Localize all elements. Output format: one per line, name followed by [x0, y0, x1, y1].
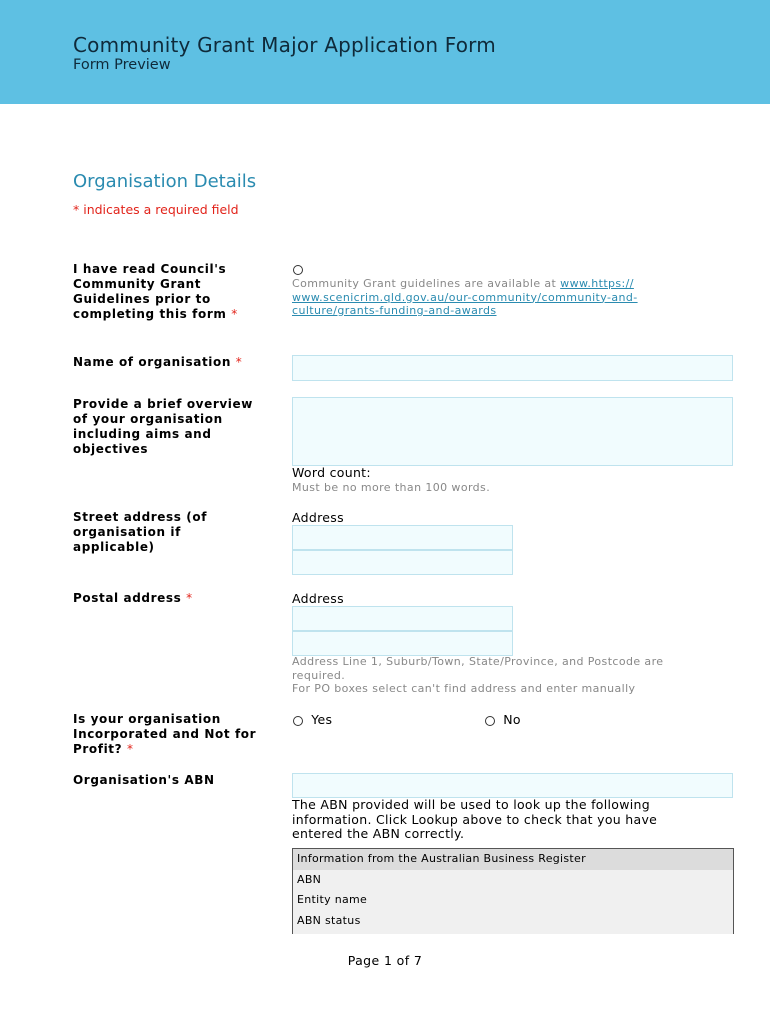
guidelines-label-text: I have read Council's Community Grant Guidelines prior to completing this form [73, 262, 227, 321]
incorporated-yes-option[interactable] [293, 712, 332, 727]
guidelines-link[interactable]: www.https:// www.scenicrim.qld.gov.au/our-community/community-and-culture/grants-funding-and-awards [292, 277, 638, 317]
abn-row-entity-name: Entity name [297, 893, 368, 906]
postal-address-sublabel: Address [292, 591, 344, 606]
abn-register-panel [292, 848, 734, 934]
required-star: * [126, 742, 134, 756]
word-count-label: Word count: [292, 465, 371, 480]
guidelines-label [73, 262, 263, 322]
overview-label: Provide a brief overview of your organisation including aims and objectives [73, 397, 253, 456]
radio-no[interactable] [485, 716, 495, 726]
postal-address-line2[interactable] [292, 631, 513, 656]
form-title: Community Grant Major Application Form [73, 33, 496, 57]
overview-textarea[interactable] [292, 397, 733, 466]
form-subtitle: Form Preview [73, 57, 171, 73]
section-title: Organisation Details [73, 171, 257, 192]
org-name-input[interactable] [292, 355, 733, 381]
required-star: * [186, 591, 193, 605]
street-address-label: Street address (of organisation if applicable) [73, 510, 208, 554]
abn-register-header: Information from the Australian Business Register [293, 849, 733, 870]
word-count-hint: Must be no more than 100 words. [292, 481, 491, 494]
postal-address-label [73, 591, 263, 606]
radio-no-label: No [503, 712, 521, 727]
guidelines-checkbox[interactable] [293, 265, 303, 275]
postal-address-line1[interactable] [292, 606, 513, 631]
guidelines-help [292, 277, 662, 318]
incorporated-label [73, 712, 263, 757]
org-name-label [73, 355, 263, 370]
guidelines-help-text: Community Grant guidelines are available at [292, 277, 557, 290]
postal-hint-line2: For PO boxes select can't find address and enter manually [292, 682, 636, 695]
postal-address-hint [292, 655, 682, 696]
abn-row-abn: ABN [297, 872, 322, 886]
postal-address-label-text: Postal address [73, 591, 182, 605]
required-star: * [235, 355, 243, 369]
required-star: * [231, 307, 238, 321]
form-header [0, 0, 770, 104]
incorporated-label-text: Is your organisation Incorporated and Not for Profit? [73, 712, 257, 756]
abn-description: The ABN provided will be used to look up the following information. Click Lookup above to check that you have entered the ABN correctly. [292, 797, 658, 841]
radio-yes[interactable] [293, 716, 303, 726]
incorporated-no-option[interactable] [485, 712, 521, 727]
street-address-sublabel: Address [292, 510, 344, 525]
street-address-line2[interactable] [292, 550, 513, 575]
abn-label: Organisation's ABN [73, 773, 215, 787]
postal-hint-line1: Address Line 1, Suburb/Town, State/Province, and Postcode are required. [292, 655, 664, 682]
org-name-label-text: Name of organisation [73, 355, 231, 369]
street-address-line1[interactable] [292, 525, 513, 550]
required-note: * indicates a required field [73, 202, 239, 217]
abn-row-status: ABN status [297, 913, 361, 927]
radio-yes-label: Yes [311, 712, 333, 727]
page-number: Page 1 of 7 [347, 953, 423, 968]
abn-input[interactable] [292, 773, 733, 798]
